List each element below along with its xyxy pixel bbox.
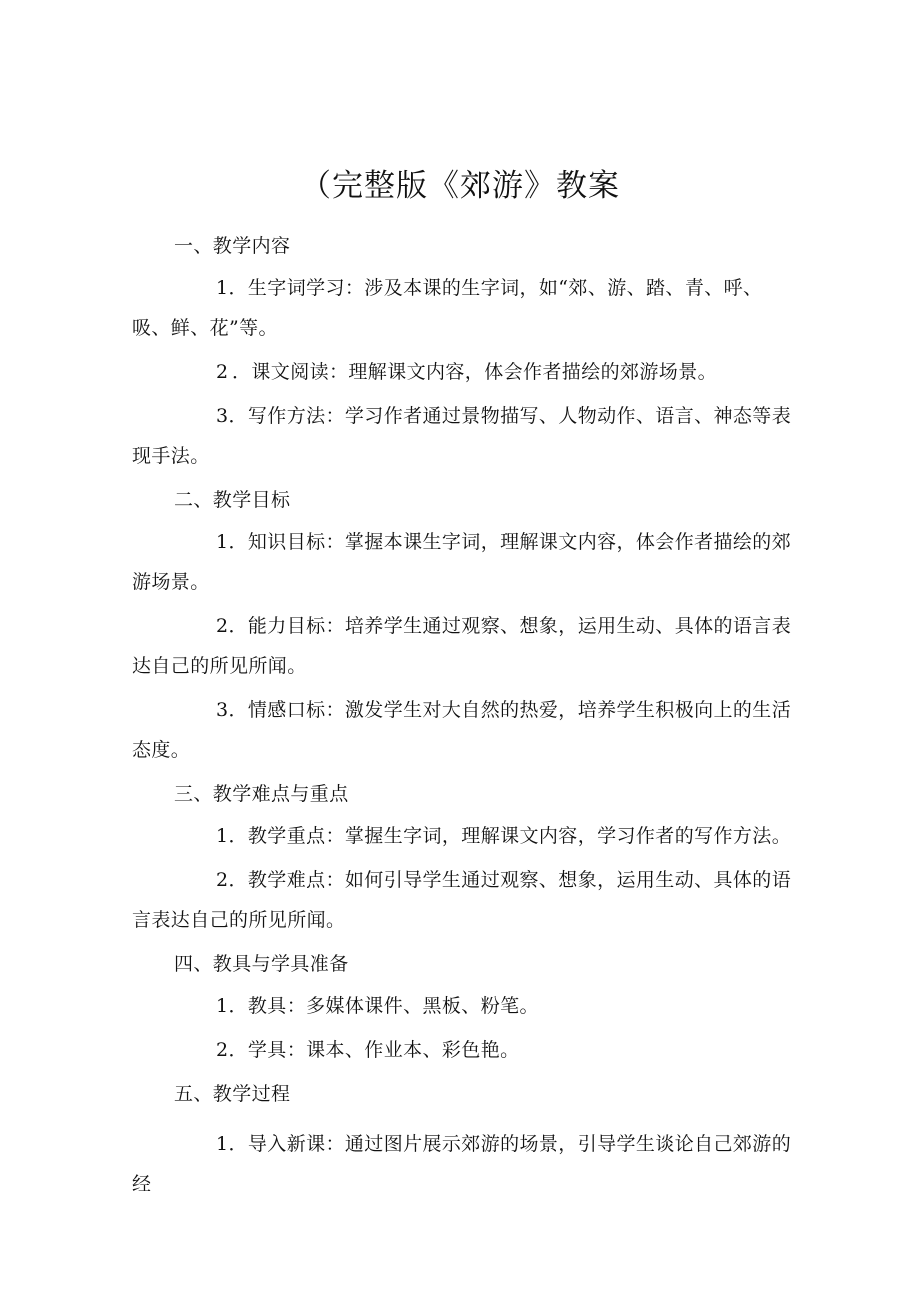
item-number: 1 — [216, 277, 229, 299]
list-item — [132, 352, 794, 392]
item-text: ．教具：多媒体课件、黑板、粉笔。 — [228, 995, 539, 1017]
item-text: ．写作方法：学习作者通过景物描写、人物动作、语言、神态等表现手法。 — [132, 405, 792, 467]
item-text: ．教学重点：掌握生字词，理解课文内容，学习作者的写作方法。 — [228, 825, 792, 847]
item-text: ．情感口标：激发学生对大自然的热爱，培养学生积极向上的生活态度。 — [132, 699, 792, 761]
item-number: 3 — [216, 405, 229, 427]
item-number: 2 — [216, 615, 229, 637]
item-text: ．教学难点：如何引导学生通过观察、想象，运用生动、具体的语言表达自己的所见所闻。 — [132, 869, 792, 931]
item-number: 1 — [216, 995, 229, 1017]
section-heading: 四、教具与学具准备 — [174, 953, 349, 975]
item-text: ．课文阅读：理解课文内容，体会作者描绘的郊游场景。 — [232, 361, 718, 383]
list-item — [132, 268, 794, 348]
list-item — [132, 606, 794, 686]
list-item — [132, 396, 794, 476]
item-number: 3 — [216, 699, 229, 721]
item-number: 1 — [216, 531, 229, 553]
item-text: ．生字词学习：涉及本课的生字词，如“郊、游、踏、青、呼、吸、鲜、花”等。 — [132, 277, 763, 339]
item-text: ．导入新课：通过图片展示郊游的场景，引导学生谈论自己郊游的经 — [132, 1133, 792, 1195]
item-number: 2 — [216, 361, 229, 383]
list-item — [132, 690, 794, 770]
list-item — [132, 1030, 794, 1070]
list-item — [132, 522, 794, 602]
section-heading: 一、教学内容 — [174, 235, 291, 257]
item-number: 1 — [216, 1133, 229, 1155]
section-heading: 二、教学目标 — [174, 489, 291, 511]
list-item — [132, 816, 794, 856]
section-heading: 五、教学过程 — [174, 1083, 291, 1105]
list-item — [132, 860, 794, 940]
document-body — [132, 226, 794, 1208]
document-title: （完整版《郊游》教案 — [300, 168, 620, 204]
item-text: ．学具：课本、作业本、彩色艳。 — [228, 1039, 520, 1061]
list-item — [132, 986, 794, 1026]
item-text: ．能力目标：培养学生通过观察、想象，运用生动、具体的语言表达自己的所见所闻。 — [132, 615, 792, 677]
item-number: 1 — [216, 825, 229, 847]
item-number: 2 — [216, 869, 229, 891]
item-text: ．知识目标：掌握本课生字词，理解课文内容，体会作者描绘的郊游场景。 — [132, 531, 792, 593]
item-number: 2 — [216, 1039, 229, 1061]
list-item — [132, 1124, 794, 1204]
section-heading: 三、教学难点与重点 — [174, 783, 349, 805]
